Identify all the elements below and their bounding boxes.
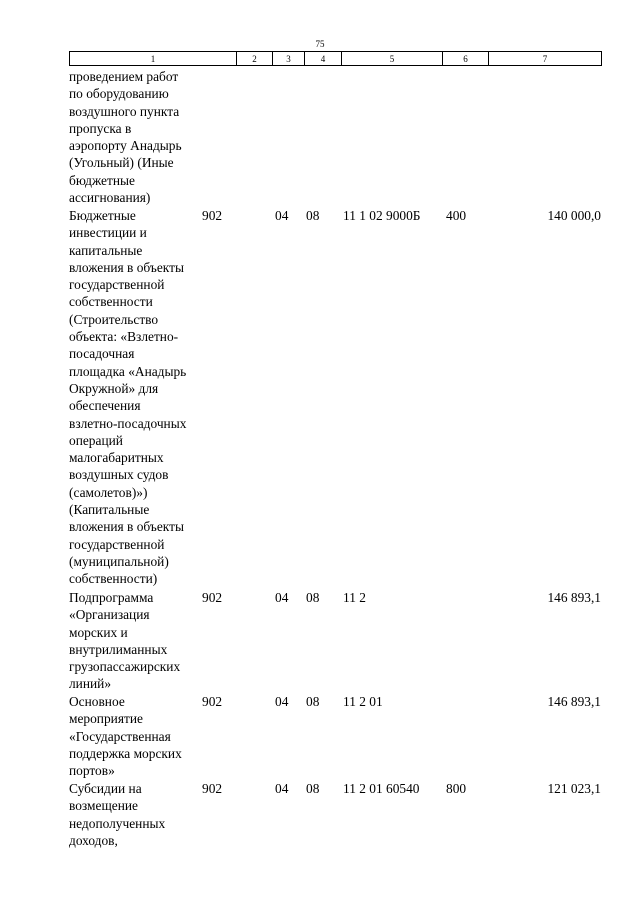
subsection-code: 08 bbox=[306, 781, 320, 796]
subsection-code: 08 bbox=[306, 208, 320, 223]
name-line: грузопассажирских bbox=[69, 659, 181, 675]
section-code: 04 bbox=[275, 694, 289, 709]
ministry-code: 902 bbox=[202, 208, 223, 223]
amount-value: 140 000,0 bbox=[547, 208, 601, 223]
name-line: недополученных bbox=[69, 815, 166, 831]
name-line: воздушных судов bbox=[69, 467, 169, 483]
name-line: государственной bbox=[69, 277, 165, 293]
target-article-code: 11 2 bbox=[343, 590, 366, 605]
name-line: Основное bbox=[69, 694, 125, 709]
name-line: бюджетные bbox=[69, 172, 135, 188]
name-line: по оборудованию bbox=[69, 86, 169, 102]
column-header-table bbox=[69, 51, 602, 66]
ministry-code: 902 bbox=[202, 781, 223, 796]
ministry-code: 902 bbox=[202, 590, 223, 605]
name-line: пропуска в bbox=[69, 120, 132, 136]
target-article-code: 11 1 02 9000Б bbox=[343, 208, 421, 223]
section-code: 04 bbox=[275, 208, 289, 223]
name-line: Окружной» для bbox=[69, 380, 159, 396]
name-line: капитальные bbox=[69, 242, 143, 258]
name-line: Субсидии на bbox=[69, 781, 142, 796]
name-line: (Строительство bbox=[69, 311, 159, 327]
name-line: воздушного пункта bbox=[69, 103, 180, 119]
row-name bbox=[69, 68, 209, 206]
column-header: 3 bbox=[273, 52, 305, 66]
name-line: проведением работ bbox=[69, 69, 179, 84]
name-line: доходов, bbox=[69, 832, 118, 848]
name-line: (Капитальные bbox=[69, 502, 150, 518]
expense-type-code: 400 bbox=[446, 208, 467, 223]
name-line: инвестиции и bbox=[69, 225, 147, 241]
name-line: внутрилиманных bbox=[69, 641, 168, 657]
name-line: площадка «Анадырь bbox=[69, 363, 187, 379]
expense-type-code: 800 bbox=[446, 781, 467, 796]
name-line: «Организация bbox=[69, 607, 150, 623]
subsection-code: 08 bbox=[306, 590, 320, 605]
section-code: 04 bbox=[275, 590, 289, 605]
name-line: (самолетов)») bbox=[69, 484, 148, 500]
name-line: мероприятие bbox=[69, 711, 143, 727]
name-line: морских и bbox=[69, 624, 128, 640]
column-header: 6 bbox=[443, 52, 489, 66]
name-line: государственной bbox=[69, 536, 165, 552]
ministry-code: 902 bbox=[202, 694, 223, 709]
row-name bbox=[69, 589, 209, 693]
name-line: посадочная bbox=[69, 346, 135, 362]
row-name bbox=[69, 780, 209, 849]
name-line: малогабаритных bbox=[69, 450, 164, 466]
name-line: собственности) bbox=[69, 571, 158, 587]
name-line: портов» bbox=[69, 763, 115, 779]
target-article-code: 11 2 01 bbox=[343, 694, 383, 709]
row-name bbox=[69, 207, 209, 588]
name-line: линий» bbox=[69, 676, 112, 692]
page-number: 75 bbox=[315, 39, 325, 49]
column-header: 1 bbox=[70, 52, 237, 66]
name-line: вложения в объекты bbox=[69, 259, 184, 275]
name-line: (Угольный) (Иные bbox=[69, 155, 174, 171]
name-line: взлетно-посадочных bbox=[69, 415, 187, 431]
name-line: объекта: «Взлетно- bbox=[69, 329, 179, 345]
name-line: (муниципальной) bbox=[69, 553, 169, 569]
subsection-code: 08 bbox=[306, 694, 320, 709]
name-line: операций bbox=[69, 432, 123, 448]
column-header: 2 bbox=[237, 52, 273, 66]
name-line: обеспечения bbox=[69, 398, 141, 414]
column-header: 7 bbox=[489, 52, 602, 66]
name-line: вложения в объекты bbox=[69, 519, 184, 535]
amount-value: 146 893,1 bbox=[547, 694, 601, 709]
name-line: ассигнования) bbox=[69, 190, 151, 206]
name-line: Бюджетные bbox=[69, 208, 136, 223]
amount-value: 146 893,1 bbox=[547, 590, 601, 605]
column-header-row bbox=[70, 52, 602, 66]
name-line: «Государственная bbox=[69, 728, 171, 744]
name-line: поддержка морских bbox=[69, 745, 182, 761]
name-line: Подпрограмма bbox=[69, 590, 154, 605]
section-code: 04 bbox=[275, 781, 289, 796]
target-article-code: 11 2 01 60540 bbox=[343, 781, 420, 796]
name-line: аэропорту Анадырь bbox=[69, 138, 182, 154]
name-line: возмещение bbox=[69, 798, 138, 814]
amount-value: 121 023,1 bbox=[547, 781, 601, 796]
column-header: 4 bbox=[305, 52, 342, 66]
row-name bbox=[69, 693, 209, 779]
column-header: 5 bbox=[342, 52, 443, 66]
name-line: собственности bbox=[69, 294, 153, 310]
